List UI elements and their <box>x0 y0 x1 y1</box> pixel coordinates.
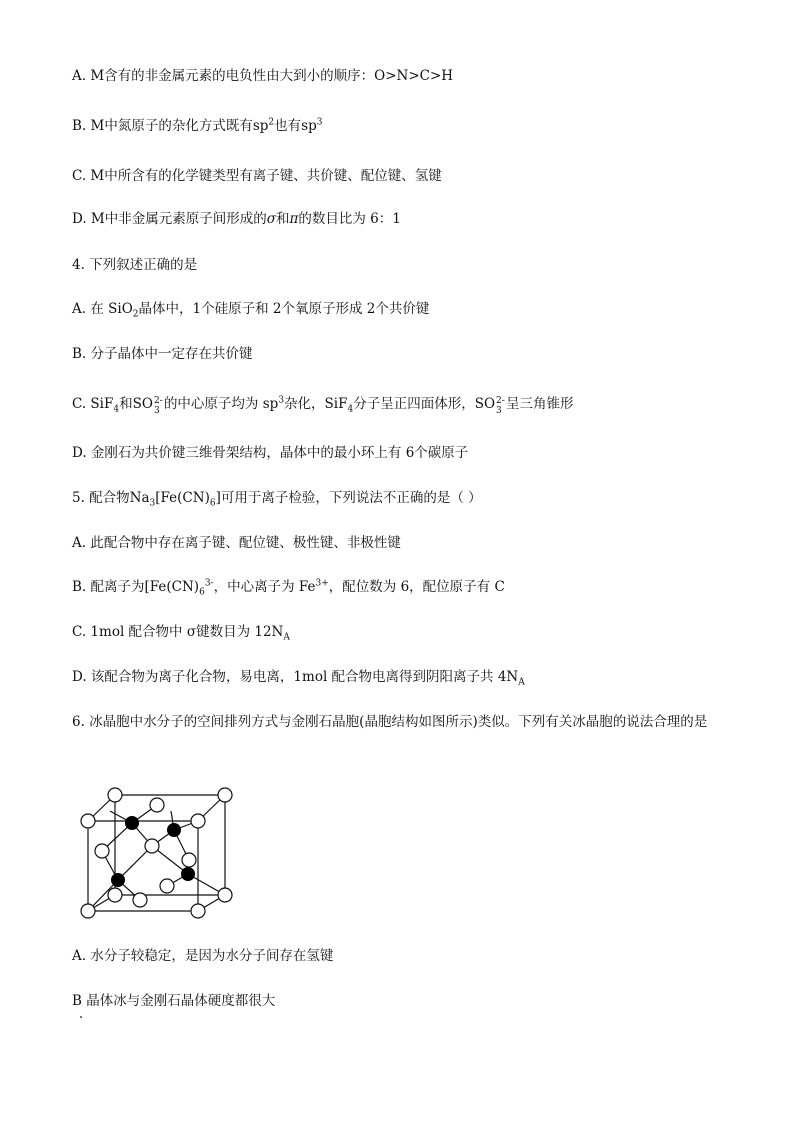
q3-option-b: B. M中氮原子的杂化方式既有$sp^2$也有$sp^3$ <box>72 117 323 134</box>
q4-option-d: D. 金刚石为共价键三维骨架结构，晶体中的最小环上有 6个碳原子 <box>72 445 469 461</box>
q6-stem: 6. 冰晶胞中水分子的空间排列方式与金刚石晶胞(晶胞结构如图所示)类似。下列有关冰晶胞的说法合理的是 <box>72 714 708 730</box>
q4-option-b: B. 分子晶体中一定存在共价键 <box>72 346 253 362</box>
q3-option-d: D. M中非金属元素原子间形成的σ和π的数目比为 6：1 <box>72 211 401 227</box>
q6-option-b: B 晶体冰与金刚石晶体硬度都很大 <box>72 993 276 1009</box>
q5-stem: 5. 配合物$Na_3[Fe(CN)_6]$可用于离子检验，下列说法不正确的是（ ） <box>72 490 482 509</box>
diamond-unit-cell-figure <box>72 778 242 926</box>
q5-option-d: D. 该配合物为离子化合物，易电离，1mol 配合物电离得到阴阳离子共 $4N_A$ <box>72 669 525 688</box>
stray-dot <box>80 1016 82 1018</box>
q5-option-b: B. 配离子为[$Fe(CN)_6^{3-}$，中心离子为 $Fe^{3+}$，配位数为 6，配位原子有 C <box>72 578 505 598</box>
q4-stem: 4. 下列叙述正确的是 <box>72 257 198 273</box>
q5-option-c: C. 1mol 配合物中 σ键数目为 $12N_A$ <box>72 624 290 643</box>
q4-option-a: A. 在 SiO$_2$晶体中，1个硅原子和 2个氧原子形成 2个共价键 <box>72 301 430 320</box>
q3-option-a: A. M含有的非金属元素的电负性由大到小的顺序：O>N>C>H <box>72 68 454 84</box>
q4-option-c: C. SiF$_4$和SO 2- 3 的中心原子均为 $sp^3$杂化，SiF$_4$分子呈正四面体形，SO 2- 3 呈三角锥形 <box>72 395 574 416</box>
q6-option-a: A. 水分子较稳定，是因为水分子间存在氢键 <box>72 948 334 964</box>
q3-option-c: C. M中所含有的化学键类型有离子键、共价键、配位键、氢键 <box>72 168 442 184</box>
q5-option-a: A. 此配合物中存在离子键、配位键、极性键、非极性键 <box>72 535 401 551</box>
